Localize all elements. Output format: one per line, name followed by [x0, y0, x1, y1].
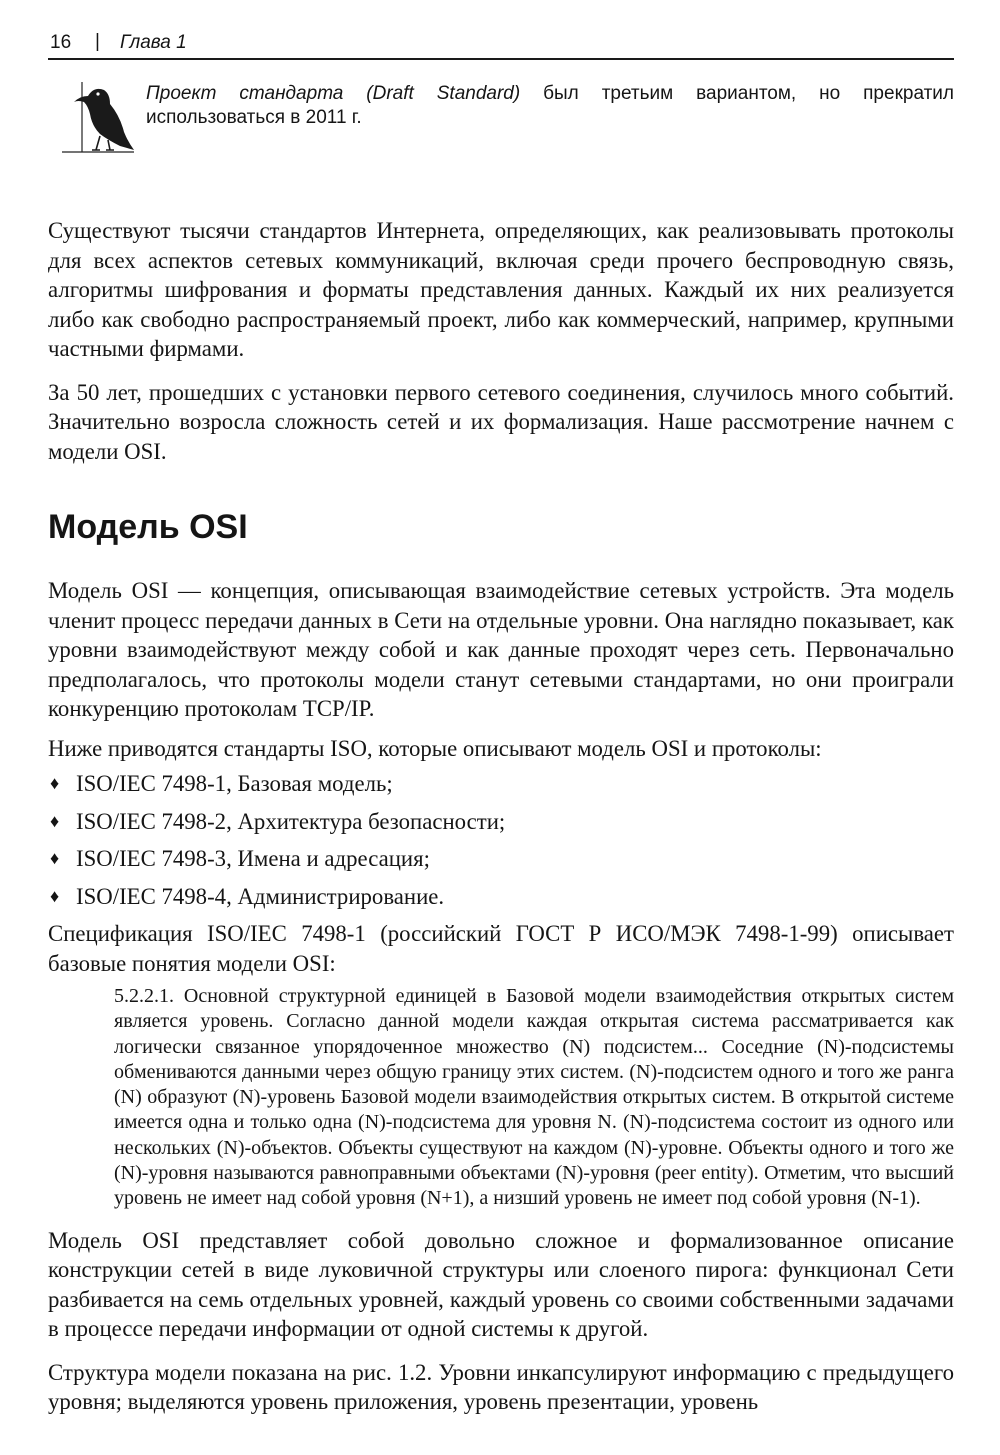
list-item: ♦ ISO/IEC 7498-1, Базовая модель; [48, 769, 954, 799]
paragraph-3: Модель OSI — концепция, описывающая взаимодействие сетевых устройств. Эта модель членит процесс передачи данных в Сети на отдельные уровни. Она наглядно показывает, как уровни взаимодействуют между собой и как данные проходят через сеть. Первоначально предполагалось, что протоколы модели станут сетевыми стандартами, но они проиграли конкуренцию протоколам TCP/IP. [48, 578, 954, 721]
running-head [48, 26, 954, 60]
book-page [48, 26, 954, 1417]
note-italic: Проект стандарта (Draft Standard) [146, 83, 521, 104]
paragraph-1: Существуют тысячи стандартов Интернета, определяющих, как реализовывать протоколы для всех аспектов сетевых коммуникаций, включая среди прочего беспроводную связь, алгоритмы шифрования и форматы представления данных. Каждый их них реализуется либо как свободно распространяемый проект, либо как коммерческий, например, крупными частными фирмами. [48, 218, 954, 361]
chapter-title: Глава 1 [120, 32, 187, 53]
iso-standards-list [48, 769, 954, 911]
list-item: ♦ ISO/IEC 7498-4, Администрирование. [48, 882, 954, 912]
crow-icon [54, 78, 136, 158]
header-separator: | [95, 31, 100, 52]
paragraph-6: Модель OSI представляет собой довольно сложное и формализованное описание конструкции сетей в виде луковичной структуры или слоеного пирога: функционал Сети разбивается на семь отдельных уровней, каждый уровень со своими собственными задачами в процессе передачи информации от одной системы к другой. [48, 1227, 954, 1342]
paragraph-5: Спецификация ISO/IEC 7498-1 (российский ГОСТ Р ИСО/МЭК 7498-1-99) описывает базовые понятия модели OSI: [48, 921, 954, 976]
list-item: ♦ ISO/IEC 7498-3, Имена и адресация; [48, 844, 954, 874]
list-item: ♦ ISO/IEC 7498-2, Архитектура безопасности; [48, 807, 954, 837]
section-title: Модель OSI [48, 508, 248, 546]
note-block [48, 72, 954, 164]
header-rule [48, 58, 954, 60]
paragraph-7: Структура модели показана на рис. 1.2. Уровни инкапсулируют информацию с предыдущего уровня; выделяются уровень приложения, уровень презентации, уровень [48, 1359, 954, 1415]
diamond-bullet-icon: ♦ [50, 885, 60, 906]
diamond-bullet-icon: ♦ [50, 773, 60, 793]
diamond-bullet-icon: ♦ [50, 810, 60, 831]
paragraph-2: За 50 лет, прошедших с установки первого сетевого соединения, случилось много событий. Значительно возросла сложность сетей и их формализация. Наше рассмотрение начнем с модели OSI. [48, 379, 954, 464]
paragraph-4: Ниже приводятся стандарты ISO, которые описывают модель OSI и протоколы: [48, 735, 822, 761]
note-text [146, 82, 954, 130]
page-number: 16 [50, 32, 72, 53]
note-rest: был третьим вариантом, но прекратил использоваться в 2011 г. [146, 83, 955, 128]
standard-quote: 5.2.2.1. Основной структурной единицей в Базовой модели взаимодействия открытых систем является уровень. Согласно данной модели каждая открытая система рассматривается как логически связанное упорядоченное множество (N) подсистем... Соседние (N)-подсистемы обмениваются данными через общую границу этих систем. (N)-подсистем одного и того же ранга (N) образуют (N)-уровень Базовой модели взаимодействия открытых систем. В открытой системе имеется одна и только одна (N)-подсистема для уровня N. (N)-подсистема состоит из одного или нескольких (N)-объектов. Объекты существуют на каждом (N)-уровне. Объекты одного и того же (N)-уровня называются равноправными объектами (N)-уровня (peer entity). Отметим, что высший уровень не имеет над собой уровня (N+1), а низший уровень не имеет под собой уровня (N-1). [114, 985, 954, 1210]
diamond-bullet-icon: ♦ [50, 848, 60, 868]
